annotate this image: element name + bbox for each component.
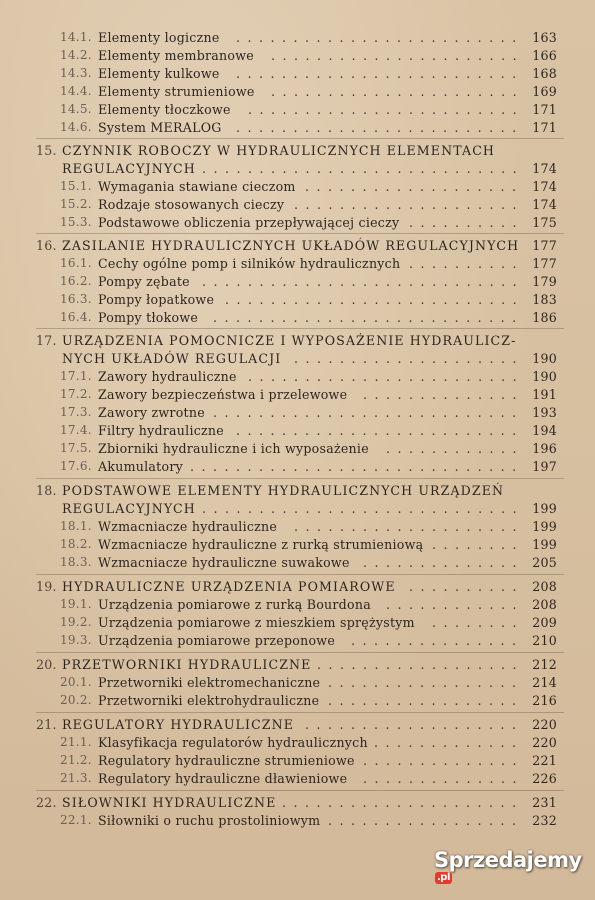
toc-title: Filtry hydrauliczne [98,423,224,438]
toc-section-row [60,733,557,752]
toc-number: 19.2. [60,615,92,629]
toc-leader-dots: ........................... [213,310,524,325]
toc-page-number: 190 [532,369,557,384]
toc-page-number: 208 [532,597,557,612]
toc-chapter-row [36,481,557,500]
toc-chapter-row [36,499,557,518]
toc-number: 19. [36,579,57,594]
toc-page-number: 196 [532,441,557,456]
toc-number: 17.5. [60,441,92,455]
toc-page-number: 194 [532,423,557,438]
toc-number: 21.2. [60,753,92,767]
toc-page-number: 166 [532,48,557,63]
toc-leader-dots: ............. [374,735,524,750]
toc-number: 20. [36,657,57,672]
toc-leader-dots: .................... [294,519,525,534]
toc-title: Zawory zwrotne [98,405,205,420]
toc-number: 16.1. [60,256,92,270]
toc-number: 16.2. [60,274,92,288]
toc-page-number: 216 [532,693,557,708]
toc-section-row [60,613,557,632]
chapter-divider [36,790,564,791]
toc-leader-dots: .................. [317,657,525,672]
toc-leader-dots: ......................... [236,30,524,45]
toc-title: Rodzaje stosowanych cieczy [98,197,285,212]
toc-page-number: 174 [532,179,557,194]
toc-title: Wzmacniacze hydrauliczne z rurką strumieniową [98,537,424,552]
toc-leader-dots: .......... [409,256,525,271]
toc-page-number: 186 [532,310,557,325]
toc-section-row [60,751,557,770]
toc-chapter-row [36,141,557,160]
chapter-divider [36,652,564,653]
toc-leader-dots: ......................... [236,423,524,438]
toc-chapter-row [36,236,557,255]
toc-page-number: 174 [532,197,557,212]
toc-number: 17.1. [60,369,92,383]
toc-leader-dots: ................. [328,693,524,708]
toc-leader-dots: .................... [294,351,525,366]
toc-page-number: 199 [532,501,557,516]
toc-section-row [60,64,557,83]
toc-page-number: 232 [532,813,557,828]
toc-number: 14.5. [60,102,92,116]
toc-leader-dots: .............. [363,771,525,786]
toc-number: 17.2. [60,387,92,401]
toc-number: 15.1. [60,179,92,193]
toc-title: Pompy zębate [98,274,190,289]
toc-section-row [60,195,557,214]
toc-number: 16.4. [60,310,92,324]
toc-page-number: 231 [532,795,557,810]
toc-number: 18.3. [60,555,92,569]
toc-title: Regulatory hydrauliczne strumieniowe [98,753,355,768]
toc-title: Elementy kulkowe [98,66,220,81]
toc-page-number: 193 [532,405,557,420]
toc-title: URZĄDZENIA POMOCNICZE I WYPOSAŻENIE HYDRAULICZ- [62,333,517,348]
toc-leader-dots: ................... [305,179,524,194]
toc-title: Wymagania stawiane cieczom [98,179,296,194]
toc-section-row [60,385,557,404]
toc-leader-dots: ..................... [282,795,524,810]
toc-leader-dots: ...................... [271,48,525,63]
toc-number: 18.1. [60,519,92,533]
toc-title: Urządzenia pomiarowe przeponowe [98,633,336,648]
toc-title: Wzmacniacze hydrauliczne suwakowe [98,555,350,570]
toc-number: 22. [36,795,57,810]
toc-leader-dots: ........................ [248,102,525,117]
toc-page-number: 169 [532,84,557,99]
toc-page-number: 210 [532,633,557,648]
toc-page-number: 174 [532,161,557,176]
toc-chapter-row [36,793,557,812]
toc-chapter-row [36,349,557,368]
toc-section-row [60,82,557,101]
toc-section-row [60,457,557,476]
toc-chapter-row [36,331,557,350]
toc-title: PODSTAWOWE ELEMENTY HYDRAULICZNYCH URZĄDZEŃ [62,483,505,498]
toc-number: 20.1. [60,675,92,689]
toc-leader-dots: ............ [386,597,525,612]
watermark-logo [434,848,595,883]
toc-title: Pompy tłokowe [98,310,199,325]
toc-title: NYCH UKŁADÓW REGULACJI [62,351,282,366]
toc-leader-dots: ......................... [236,120,524,135]
toc-number: 21.1. [60,735,92,749]
toc-title: ZASILANIE HYDRAULICZNYCH UKŁADÓW REGULACYJNYCH [62,238,520,253]
toc-title: Regulatory hydrauliczne dławieniowe [98,771,348,786]
toc-title: Elementy logiczne [98,30,220,45]
chapter-divider [36,574,564,575]
toc-title: Zawory hydrauliczne [98,369,237,384]
toc-leader-dots: ............................. [190,459,524,474]
toc-page-number: 171 [532,102,557,117]
toc-number: 17.3. [60,405,92,419]
toc-page-number: 190 [532,351,557,366]
chapter-divider [36,478,564,479]
toc-page-number: 214 [532,675,557,690]
toc-number: 17.6. [60,459,92,473]
toc-section-row [60,691,557,710]
toc-number: 14.1. [60,30,92,44]
toc-leader-dots: ............................ [202,274,525,289]
toc-number: 14.3. [60,66,92,80]
toc-title: System MERALOG [98,120,222,135]
toc-number: 15.3. [60,215,92,229]
toc-chapter-row [36,655,557,674]
toc-page-number: 163 [532,30,557,45]
toc-page-number: 220 [532,735,557,750]
toc-leader-dots: ................. [328,813,524,828]
toc-section-row [60,769,557,788]
toc-section-row [60,535,557,554]
toc-title: Klasyfikacja regulatorów hydraulicznych [98,735,368,750]
toc-number: 22.1. [60,813,92,827]
toc-page-number: 205 [532,555,557,570]
toc-section-row [60,673,557,692]
toc-page-number: 177 [532,238,557,253]
toc-section-row [60,517,557,536]
toc-number: 15.2. [60,197,92,211]
watermark-text: Sprzedajemy [434,848,582,872]
toc-title: Wzmacniacze hydrauliczne [98,519,278,534]
toc-leader-dots: ................. [328,675,524,690]
toc-title: REGULACYJNYCH [62,501,196,516]
toc-title: Elementy membranowe [98,48,254,63]
toc-section-row [60,421,557,440]
toc-section-row [60,272,557,291]
toc-section-row [60,28,557,47]
toc-leader-dots: .......... [409,579,525,594]
toc-title: Podstawowe obliczenia przepływającej cieczy [98,215,400,230]
toc-title: Cechy ogólne pomp i silników hydraulicznych [98,256,401,271]
toc-title: REGULACYJNYCH [62,161,196,176]
toc-leader-dots: ............ [386,441,525,456]
toc-leader-dots: ............... [351,633,524,648]
toc-title: Elementy tłoczkowe [98,102,231,117]
toc-leader-dots: ................... [305,717,524,732]
toc-section-row [60,553,557,572]
toc-number: 14.4. [60,84,92,98]
toc-number: 19.1. [60,597,92,611]
watermark-badge: .pl [437,872,450,883]
toc-page-number: 171 [532,120,557,135]
toc-section-row [60,595,557,614]
toc-page-number: 226 [532,771,557,786]
toc-leader-dots: ........................... [213,405,524,420]
toc-leader-dots: ............................ [202,501,525,516]
toc-section-row [60,118,557,137]
toc-title: SIŁOWNIKI HYDRAULICZNE [62,795,277,810]
toc-leader-dots: .............. [363,753,525,768]
toc-leader-dots: ............................ [202,161,525,176]
toc-title: REGULATORY HYDRAULICZNE [62,717,295,732]
toc-number: 21.3. [60,771,92,785]
toc-page-number: 179 [532,274,557,289]
chapter-divider [36,712,564,713]
toc-section-row [60,254,557,273]
toc-chapter-row [36,577,557,596]
toc-page-number: 212 [532,657,557,672]
toc-title: Przetworniki elektromechaniczne [98,675,321,690]
toc-number: 21. [36,717,57,732]
toc-section-row [60,367,557,386]
toc-page-number: 199 [532,519,557,534]
toc-section-row [60,290,557,309]
toc-section-row [60,439,557,458]
toc-number: 18.2. [60,537,92,551]
toc-leader-dots: .............. [363,555,525,570]
toc-chapter-row [36,715,557,734]
toc-section-row [60,177,557,196]
toc-number: 14.6. [60,120,92,134]
toc-page-number: 208 [532,579,557,594]
toc-title: Zawory bezpieczeństwa i przelewowe [98,387,348,402]
toc-title: Siłowniki o ruchu prostoliniowym [98,813,321,828]
toc-number: 16.3. [60,292,92,306]
toc-leader-dots: ......................... [236,66,524,81]
toc-title: Przetworniki elektrohydrauliczne [98,693,320,708]
toc-title: Elementy strumieniowe [98,84,255,99]
toc-leader-dots: .......................... [225,292,525,307]
toc-number: 17. [36,333,57,348]
toc-title: Zbiorniki hydrauliczne i ich wyposażenie [98,441,369,456]
toc-leader-dots: .......... [409,215,525,230]
toc-number: 16. [36,238,57,253]
toc-number: 15. [36,143,57,158]
toc-leader-dots: ........ [432,615,525,630]
chapter-divider [36,138,564,139]
toc-number: 20.2. [60,693,92,707]
toc-title: Urządzenia pomiarowe z mieszkiem sprężystym [98,615,415,630]
toc-section-row [60,403,557,422]
toc-title: CZYNNIK ROBOCZY W HYDRAULICZNYCH ELEMENTACH [62,143,496,158]
toc-section-row [60,631,557,650]
toc-page-number: 183 [532,292,557,307]
toc-page-number: 220 [532,717,557,732]
chapter-divider [36,328,564,329]
toc-section-row [60,213,557,232]
toc-title: Akumulatory [98,459,183,474]
toc-number: 18. [36,483,57,498]
toc-section-row [60,46,557,65]
chapter-divider [36,233,564,234]
toc-page-number: 175 [532,215,557,230]
toc-page-number: 199 [532,537,557,552]
toc-page-number: 177 [532,256,557,271]
toc-leader-dots: ...................... [271,84,525,99]
toc-section-row [60,811,557,830]
toc-page-number: 209 [532,615,557,630]
toc-title: Urządzenia pomiarowe z rurką Bourdona [98,597,371,612]
toc-number: 14.2. [60,48,92,62]
toc-section-row [60,100,557,119]
toc-title: PRZETWORNIKI HYDRAULICZNE [62,657,312,672]
toc-leader-dots: ........................ [248,369,525,384]
toc-page-number: 221 [532,753,557,768]
toc-leader-dots: .................... [294,197,525,212]
toc-number: 17.4. [60,423,92,437]
toc-title: Pompy łopatkowe [98,292,215,307]
toc-chapter-row [36,159,557,178]
toc-leader-dots: .............. [363,387,525,402]
toc-page-number: 191 [532,387,557,402]
toc-section-row [60,308,557,327]
toc-leader-dots: ........ [432,537,525,552]
toc-title: HYDRAULICZNE URZĄDZENIA POMIAROWE [62,579,396,594]
toc-page-number: 168 [532,66,557,81]
toc-page-number: 197 [532,459,557,474]
toc-number: 19.3. [60,633,92,647]
